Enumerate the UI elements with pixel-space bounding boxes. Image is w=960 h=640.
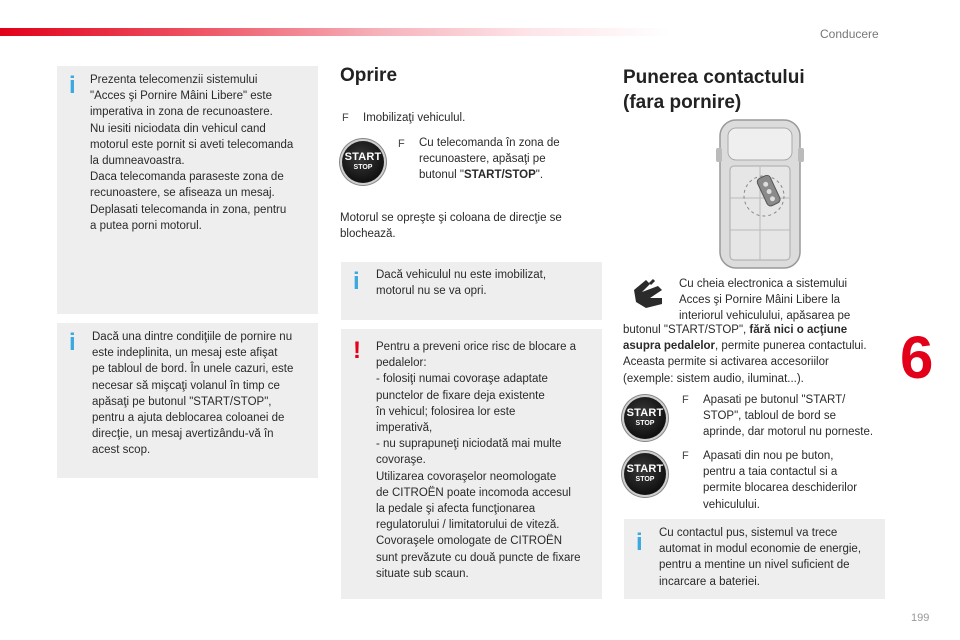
note-start-conditions: Dacă una dintre condiţiile de pornire nu este indeplinita, un mesaj este afişat pe tabloul de bord. În unele cazuri, este necesar să mişcaţi volanul în timp ce apăsaţi pe butonul "START/STOP", pentru a ajuta deblocarea coloanei de direcţie, un mesaj avertizându-vă în acest scop. [92,331,294,457]
arrow-bullet-icon: F [682,450,689,462]
info-box-remote-presence [57,66,318,314]
info-box-energy-economy [624,519,885,599]
step-press-again: Apasati din nou pe buton, pentru a taia contactul si a permite blocarea deschiderilor vehiculului. [703,450,858,511]
heading-oprire: Oprire [340,65,398,86]
hand-pressing-button-icon [628,276,668,312]
header-gradient-bar [0,28,960,36]
info-icon: i [353,268,360,295]
step-immobilize: Imobilizaţi vehiculul. [363,112,466,124]
section-title: Conducere [820,27,879,41]
car-top-view-icon [716,118,804,270]
start-stop-button-icon: START STOP [342,141,384,183]
arrow-bullet-icon: F [398,138,405,150]
note-energy-economy: Cu contactul pus, sistemul va trece automat in modul economie de energie, pentru a mentine un nivel suficient de incarcare a bateriei. [659,527,862,588]
chapter-number: 6 [900,324,934,391]
step-press-ignition: Apasati pe butonul "START/ STOP", tabloul de bord se aprinde, dar motorul nu porneste. [703,394,874,439]
warning-box-floor-mats [341,329,602,599]
heading-ignition-on: Punerea contactului (fara pornire) [623,67,805,113]
note-remote-presence: Prezenta telecomenzii sistemului "Acces şi Pornire Mâini Libere" este imperativa in zona de recunoastere. Nu iesiti niciodata din vehicul cand motorul este pornit si aveti telecomanda la dumneavoastra. Daca telecomanda paraseste zona de recunoastere, se afiseaza un mesaj. Deplasati telecomanda in zona, pentru a putea porni motorul. [90,74,294,232]
arrow-bullet-icon: F [342,112,349,124]
info-icon: i [636,529,643,556]
warning-floor-mats: Pentru a preveni orice risc de blocare a pedalelor: - folosiţi numai covoraşe adaptate punctelor de fixare deja existente în vehicul; folosirea lor este imperativă, - nu suprapuneţi niciodată mai multe covoraşe. Utilizarea covoraşelor neomologate de CITROËN poate incomoda accesul la pedale şi afecta funcţionarea regulatorului / limitatorului de viteză. Covoraşele omologate de CITROËN sunt prevăzute cu două puncte de fixare situate sub scaun. [376,341,581,580]
start-stop-button-icon: START STOP [624,453,666,495]
info-box-not-immobilized [341,262,602,320]
paragraph-keyless-a: Cu cheia electronica a sistemului Acces şi Pornire Mâini Libere la interiorul vehiculului, apăsarea pe [679,278,851,323]
paragraph-keyless-b: butonul "START/STOP", fără nici o acţiune asupra pedalelor, permite punerea contactului. Aceasta permite si activarea accesoriilor (exemple: sistem audio, iluminat...). [623,324,867,385]
warning-icon: ! [353,337,361,364]
start-stop-button-icon: START STOP [624,397,666,439]
note-not-immobilized: Dacă vehiculul nu este imobilizat, motorul nu se va opri. [376,269,547,298]
info-box-start-conditions [57,323,318,478]
paragraph-engine-stops: Motorul se opreşte şi coloana de direcţie se blochează. [340,212,562,241]
step-press-start-stop: Cu telecomanda în zona de recunoastere, apăsaţi pe butonul "START/STOP". [419,137,560,182]
info-icon: i [69,329,76,356]
info-icon: i [69,72,76,99]
arrow-bullet-icon: F [682,394,689,406]
page-number: 199 [911,612,930,624]
